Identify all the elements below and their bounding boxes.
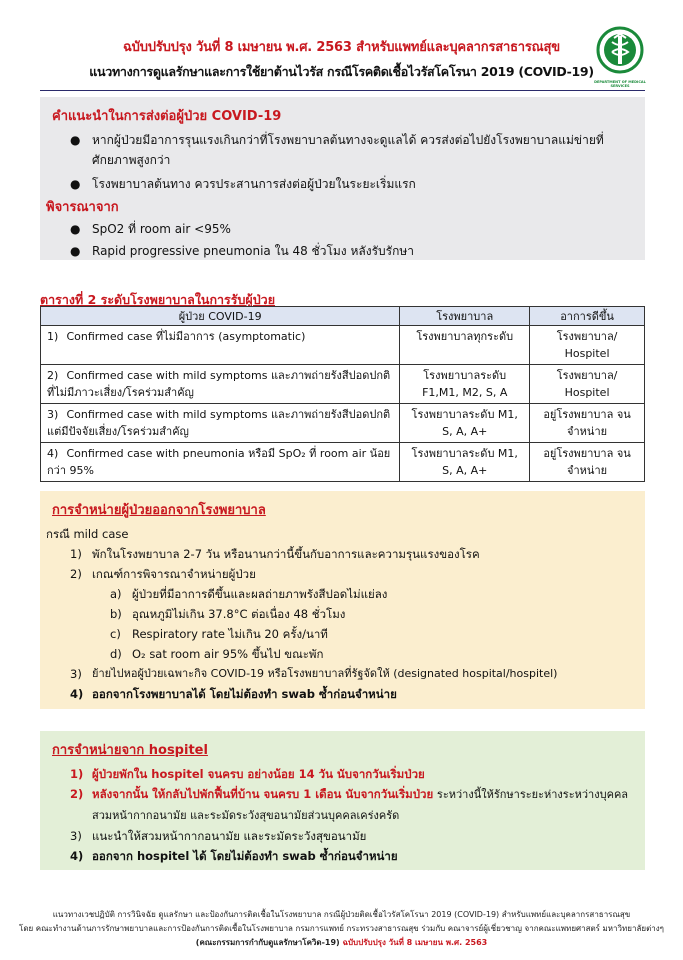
patient-cell — [41, 404, 400, 443]
item-text: เกณฑ์การพิจารณาจำหน่ายผู้ป่วย — [92, 567, 256, 581]
mild-case-text: กรณี mild case — [46, 527, 129, 541]
referral-title: คำแนะนำในการส่งต่อผู้ป่วย COVID-19 — [52, 109, 282, 124]
item-text — [92, 784, 633, 826]
row-number: 3) — [47, 408, 59, 421]
discharge-hospitel-section — [40, 731, 645, 870]
column-header: อาการดีขึ้น — [530, 307, 645, 326]
column-header: โรงพยาบาล — [400, 307, 530, 326]
hospitel-item — [70, 846, 633, 866]
hospital-cell: โรงพยาบาลระดับ F1,M1, M2, S, A — [400, 365, 530, 404]
department-logo — [590, 22, 650, 92]
table-row — [41, 326, 645, 365]
row-number: 4) — [47, 447, 59, 460]
discharge-item — [70, 684, 633, 704]
logo-caption — [586, 80, 654, 88]
patient-cell — [41, 365, 400, 404]
criteria-text: O₂ sat room air 95% ขึ้นไป ขณะพัก — [132, 647, 324, 661]
hospital-cell: โรงพยาบาลระดับ M1, S, A, A+ — [400, 443, 530, 482]
item-number: 3) — [70, 829, 82, 843]
item-text: ออกจากโรงพยาบาลได้ โดยไม่ต้องทำ swab ซ้ำก่อนจำหน่าย — [92, 687, 397, 701]
patient-cell — [41, 443, 400, 482]
criteria-text: Respiratory rate ไม่เกิน 20 ครั้ง/นาที — [132, 627, 328, 641]
column-header: ผู้ป่วย COVID-19 — [41, 307, 400, 326]
item-text-rest: ระหว่างนี้ให้รักษาระยะห่างระหว่างบุคคล สวมหน้ากากอนามัย และระมัดระวังสุขอนามัยส่วนบุคคลเคร่งครัด — [92, 788, 629, 822]
criteria-item — [110, 584, 633, 604]
referral-bullet-text: หากผู้ป่วยมีอาการรุนแรงเกินกว่าที่โรงพยาบาลต้นทางจะดูแลได้ ควรส่งต่อไปยังโรงพยาบาลแม่ข่ายที่ศักยภาพสูงกว่า — [92, 133, 604, 167]
consider-bullet-text: Rapid progressive pneumonia ใน 48 ชั่วโมง หลังรับรักษา — [92, 244, 415, 258]
bullet-icon: ● — [70, 244, 81, 258]
item-number: 2) — [70, 567, 82, 581]
header-subtitle: ฉบับปรับปรุง วันที่ 8 เมษายน พ.ศ. 2563 สำหรับแพทย์และบุคลากรสาธารณสุข — [123, 40, 560, 55]
footer-line: แนวทางเวชปฏิบัติ การวินิจฉัย ดูแลรักษา และป้องกันการติดเชื้อในโรงพยาบาล กรณีผู้ป่วยติดเชื้อไวรัสโคโรนา 2019 (COVID-19) สำหรับแพทย์และบุคลากรสาธารณสุข — [52, 910, 631, 919]
item-text: ย้ายไปหอผู้ป่วยเฉพาะกิจ COVID-19 หรือโรงพยาบาลที่รัฐจัดให้ (designated hospital/hospitel) — [92, 667, 558, 680]
patient-text: Confirmed case with mild symptoms และภาพถ่ายรังสีปอดปกติ แต่มีปัจจัยเสี่ยง/โรคร่วมสำคัญ — [47, 408, 391, 438]
hospitel-item — [70, 784, 633, 826]
table-row — [41, 443, 645, 482]
referral-section — [40, 97, 645, 260]
discharge-item — [70, 544, 633, 564]
row-number: 1) — [47, 330, 59, 343]
footer-revision: ฉบับปรับปรุง วันที่ 8 เมษายน พ.ศ. 2563 — [342, 938, 488, 947]
referral-bullet — [70, 130, 633, 170]
page-title: แนวทางการดูแลรักษาและการใช้ยาต้านไวรัส กรณีโรคติดเชื้อไวรัสโคโรนา 2019 (COVID-19) — [89, 64, 594, 79]
item-number: 4) — [70, 687, 84, 701]
table-header-row — [41, 307, 645, 326]
logo-caption-text: DEPARTMENT OF MEDICAL SERVICES — [594, 80, 646, 88]
referral-bullet-text: โรงพยาบาลต้นทาง ควรประสานการส่งต่อผู้ป่วยในระยะเริ่มแรก — [92, 177, 416, 191]
criteria-item — [110, 604, 633, 624]
footer-committee: (คณะกรรมการกำกับดูแลรักษาโควิด-19) — [195, 938, 340, 947]
hospital-level-table — [40, 306, 645, 482]
improved-cell: อยู่โรงพยาบาล จนจำหน่าย — [530, 404, 645, 443]
patient-cell — [41, 326, 400, 365]
referral-bullet — [70, 174, 633, 194]
mild-case-label — [46, 524, 633, 544]
bullet-icon: ● — [70, 177, 81, 191]
consider-bullet — [70, 219, 633, 239]
hospitel-item — [70, 826, 633, 846]
item-number: 1) — [70, 547, 82, 561]
consider-bullet-text: SpO2 ที่ room air <95% — [92, 222, 231, 236]
item-number: 4) — [70, 849, 84, 863]
discharge-hospital-title: การจำหน่ายผู้ป่วยออกจากโรงพยาบาล — [52, 503, 266, 518]
criteria-letter: a) — [110, 587, 122, 601]
discharge-item — [70, 664, 633, 684]
hospitel-item — [70, 764, 633, 784]
hospital-cell: โรงพยาบาลทุกระดับ — [400, 326, 530, 365]
discharge-item — [70, 564, 633, 584]
improved-cell: โรงพยาบาล/ Hospitel — [530, 326, 645, 365]
patient-text: Confirmed case ที่ไม่มีอาการ (asymptomatic) — [66, 330, 306, 343]
patient-text: Confirmed case with mild symptoms และภาพถ่ายรังสีปอดปกติ ที่ไม่มีภาวะเสี่ยง/โรคร่วมสำคัญ — [47, 369, 391, 399]
criteria-letter: d) — [110, 647, 122, 661]
item-text: แนะนำให้สวมหน้ากากอนามัย และระมัดระวังสุขอนามัย — [92, 829, 367, 843]
discharge-hospitel-title: การจำหน่ายจาก hospitel — [52, 743, 208, 758]
item-text-emphasis: หลังจากนั้น ให้กลับไปพักฟื้นที่บ้าน จนครบ 1 เดือน นับจากวันเริ่มป่วย — [92, 787, 434, 801]
hospital-cell: โรงพยาบาลระดับ M1, S, A, A+ — [400, 404, 530, 443]
criteria-letter: b) — [110, 607, 122, 621]
row-number: 2) — [47, 369, 59, 382]
item-text: ผู้ป่วยพักใน hospitel จนครบ อย่างน้อย 14 วัน นับจากวันเริ่มป่วย — [92, 767, 425, 781]
item-text: พักในโรงพยาบาล 2-7 วัน หรือนานกว่านี้ขึ้นกับอาการและความรุนแรงของโรค — [92, 547, 480, 561]
criteria-letter: c) — [110, 627, 121, 641]
criteria-item — [110, 644, 633, 664]
improved-cell: อยู่โรงพยาบาล จนจำหน่าย — [530, 443, 645, 482]
footer-line — [0, 936, 683, 949]
improved-cell: โรงพยาบาล/ Hospitel — [530, 365, 645, 404]
discharge-hospital-section — [40, 491, 645, 709]
item-number: 1) — [70, 767, 84, 781]
criteria-item — [110, 624, 633, 644]
consider-title: พิจารณาจาก — [46, 200, 119, 215]
item-number: 3) — [70, 667, 82, 681]
table-title: ตารางที่ 2 ระดับโรงพยาบาลในการรับผู้ป่วย — [40, 292, 276, 307]
table-row — [41, 365, 645, 404]
criteria-text: อุณหภูมิไม่เกิน 37.8°C ต่อเนื่อง 48 ชั่วโมง — [132, 607, 346, 621]
patient-text: Confirmed case with pneumonia หรือมี SpO₂ ที่ room air น้อยกว่า 95% — [47, 447, 391, 477]
bullet-icon: ● — [70, 222, 81, 236]
item-text: ออกจาก hospitel ได้ โดยไม่ต้องทำ swab ซ้ำก่อนจำหน่าย — [92, 849, 398, 863]
bullet-icon: ● — [70, 133, 81, 147]
footer-line: โดย คณะทำงานด้านการรักษาพยาบาลและการป้องกันการติดเชื้อในโรงพยาบาล กรมการแพทย์ กระทรวงสาธารณสุข ร่วมกับ คณาจารย์ผู้เชี่ยวชาญ จากคณะแพทยศาสตร์ มหาวิทยาลัยต่างๆ — [19, 924, 664, 933]
header-divider — [40, 90, 645, 91]
criteria-text: ผู้ป่วยที่มีอาการดีขึ้นและผลถ่ายภาพรังสีปอดไม่แย่ลง — [132, 587, 388, 601]
item-number: 2) — [70, 787, 84, 801]
table-row — [41, 404, 645, 443]
consider-bullet — [70, 241, 633, 261]
